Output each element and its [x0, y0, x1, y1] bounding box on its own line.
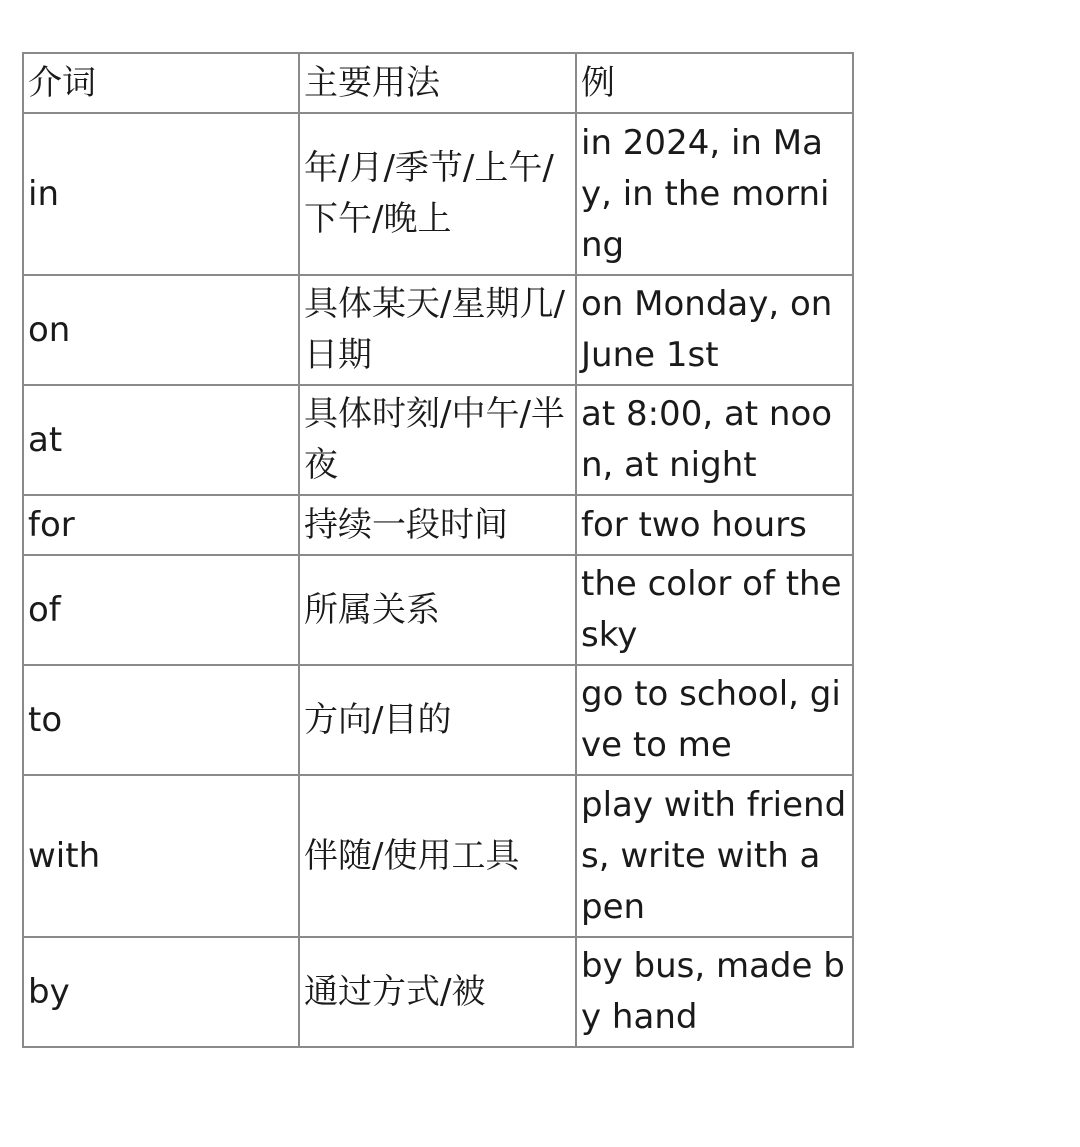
header-preposition: 介词: [23, 53, 299, 113]
table-row: [23, 555, 853, 665]
example-cell: the color of the sky: [576, 555, 853, 665]
usage-cell: 年/月/季节/上午/下午/晚上: [299, 113, 576, 275]
table-row: [23, 385, 853, 495]
usage-cell: 通过方式/被: [299, 937, 576, 1047]
preposition-table: [22, 52, 854, 1048]
example-cell: by bus, made by hand: [576, 937, 853, 1047]
example-cell: at 8:00, at noon, at night: [576, 385, 853, 495]
preposition-cell: at: [23, 385, 299, 495]
preposition-cell: to: [23, 665, 299, 775]
table-row: [23, 775, 853, 937]
table-row: [23, 495, 853, 555]
example-cell: on Monday, on June 1st: [576, 275, 853, 385]
preposition-cell: by: [23, 937, 299, 1047]
header-usage: 主要用法: [299, 53, 576, 113]
header-row: [23, 53, 853, 113]
table-body: [23, 113, 853, 1047]
preposition-cell: with: [23, 775, 299, 937]
preposition-cell: on: [23, 275, 299, 385]
table-header: [23, 53, 853, 113]
preposition-cell: for: [23, 495, 299, 555]
table-row: [23, 665, 853, 775]
table-row: [23, 275, 853, 385]
table-row: [23, 937, 853, 1047]
example-cell: in 2024, in May, in the morning: [576, 113, 853, 275]
usage-cell: 持续一段时间: [299, 495, 576, 555]
example-cell: for two hours: [576, 495, 853, 555]
usage-cell: 伴随/使用工具: [299, 775, 576, 937]
example-cell: go to school, give to me: [576, 665, 853, 775]
usage-cell: 所属关系: [299, 555, 576, 665]
example-cell: play with friends, write with a pen: [576, 775, 853, 937]
preposition-cell: in: [23, 113, 299, 275]
usage-cell: 具体时刻/中午/半夜: [299, 385, 576, 495]
usage-cell: 具体某天/星期几/日期: [299, 275, 576, 385]
preposition-cell: of: [23, 555, 299, 665]
table-row: [23, 113, 853, 275]
header-example: 例: [576, 53, 853, 113]
usage-cell: 方向/目的: [299, 665, 576, 775]
